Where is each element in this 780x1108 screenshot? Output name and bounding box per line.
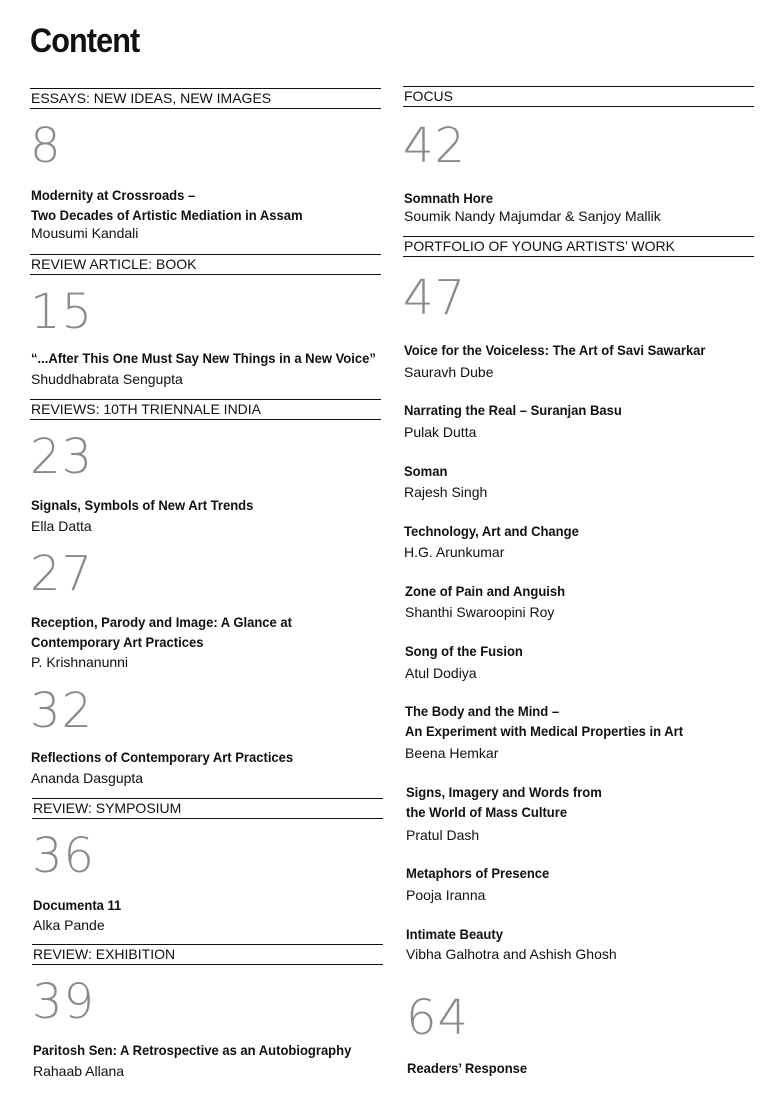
article-title[interactable]: Reflections of Contemporary Art Practices	[31, 749, 294, 765]
article-title[interactable]: Metaphors of Presence	[406, 865, 550, 881]
article-title[interactable]: Zone of Pain and Anguish	[405, 583, 566, 599]
article-author: Vibha Galhotra and Ashish Ghosh	[406, 946, 617, 962]
article-title[interactable]: Voice for the Voiceless: The Art of Savi Sawarkar	[404, 342, 706, 358]
article-title[interactable]: Documenta 11	[33, 897, 122, 913]
article-author: Pulak Dutta	[404, 424, 477, 440]
page-number: 15	[30, 284, 94, 340]
article-author: Beena Hemkar	[405, 745, 499, 761]
article-author: Pooja Iranna	[406, 887, 486, 903]
article-title[interactable]: Modernity at Crossroads – Two Decades of Artistic Mediation in Assam	[31, 187, 303, 223]
article-author: Rahaab Allana	[33, 1063, 125, 1079]
section-heading-focus: FOCUS	[403, 86, 754, 107]
article-title[interactable]: Readers’ Response	[407, 1060, 528, 1076]
article-title[interactable]: Reception, Parody and Image: A Glance at Contemporary Art Practices	[31, 614, 292, 650]
section-heading-exhibition: REVIEW: EXHIBITION	[32, 944, 383, 965]
article-author: Ananda Dasgupta	[31, 770, 144, 786]
article-title[interactable]: The Body and the Mind – An Experiment with Medical Properties in Art	[405, 703, 684, 739]
page-number: 42	[403, 118, 467, 174]
article-title[interactable]: Soman	[404, 463, 448, 479]
article-title[interactable]: Signals, Symbols of New Art Trends	[31, 497, 254, 513]
section-heading-essays: ESSAYS: NEW IDEAS, NEW IMAGES	[30, 88, 381, 109]
article-author: Pratul Dash	[406, 827, 480, 843]
article-author: Sauravh Dube	[404, 364, 494, 380]
article-title[interactable]: Technology, Art and Change	[404, 523, 579, 539]
article-title[interactable]: Intimate Beauty	[406, 926, 503, 942]
article-author: Mousumi Kandali	[31, 225, 139, 241]
section-heading-triennale: REVIEWS: 10TH TRIENNALE INDIA	[30, 399, 381, 420]
page-title: Content	[30, 22, 140, 60]
article-author: Shanthi Swaroopini Roy	[405, 604, 555, 620]
page-number: 64	[406, 990, 470, 1046]
article-author: Ella Datta	[31, 518, 92, 534]
section-heading-portfolio: PORTFOLIO OF YOUNG ARTISTS’ WORK	[403, 236, 754, 257]
article-author: Shuddhabrata Sengupta	[31, 371, 183, 387]
article-author: Soumik Nandy Majumdar & Sanjoy Mallik	[404, 208, 661, 224]
article-title[interactable]: Song of the Fusion	[405, 643, 523, 659]
article-author: Atul Dodiya	[405, 665, 477, 681]
page-number: 47	[403, 270, 467, 326]
article-title[interactable]: Paritosh Sen: A Retrospective as an Autobiography	[33, 1042, 352, 1058]
section-heading-symposium: REVIEW: SYMPOSIUM	[32, 798, 383, 819]
article-title[interactable]: “...After This One Must Say New Things in a New Voice”	[31, 350, 376, 366]
article-title[interactable]: Signs, Imagery and Words from the World of Mass Culture	[406, 784, 602, 820]
page-number: 8	[30, 118, 62, 174]
page-number: 32	[30, 683, 94, 739]
article-author: P. Krishnanunni	[31, 654, 129, 670]
page-number: 39	[32, 974, 96, 1030]
article-author: H.G. Arunkumar	[404, 544, 505, 560]
article-title[interactable]: Narrating the Real – Suranjan Basu	[404, 402, 622, 418]
page-number: 23	[30, 429, 94, 485]
section-heading-review-book: REVIEW ARTICLE: BOOK	[30, 254, 381, 275]
page-number: 36	[32, 828, 96, 884]
article-author: Alka Pande	[33, 917, 105, 933]
page-number: 27	[30, 546, 94, 602]
article-author: Rajesh Singh	[404, 484, 488, 500]
article-title[interactable]: Somnath Hore	[404, 190, 493, 206]
